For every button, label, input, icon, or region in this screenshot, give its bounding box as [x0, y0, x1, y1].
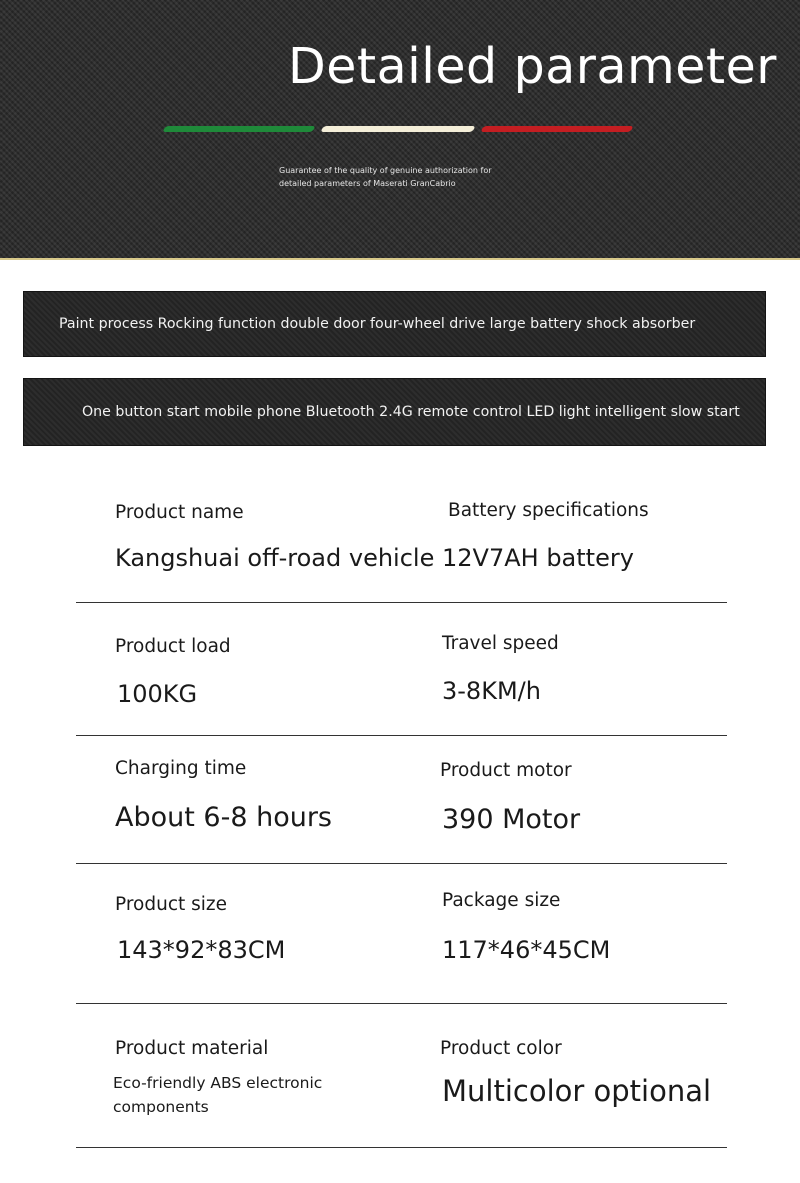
spec-row [76, 470, 727, 603]
green-stripe [162, 126, 315, 132]
spec-label-material: Product material [115, 1038, 269, 1059]
spec-value-charging: About 6-8 hours [115, 802, 333, 833]
spec-value-package: 117*46*45CM [442, 936, 611, 964]
feature-box-2 [23, 378, 766, 446]
feature-box-1 [23, 291, 766, 357]
spec-value-load: 100KG [117, 680, 198, 708]
spec-label-size: Product size [115, 894, 227, 915]
spec-label-battery: Battery specifications [448, 500, 649, 521]
feature-text-1: Paint process Rocking function double door four-wheel drive large battery shock absorber [59, 316, 696, 332]
spec-value-product-name: Kangshuai off-road vehicle [115, 544, 435, 572]
spec-value-battery: 12V7AH battery [442, 544, 634, 572]
subtitle-line-2: detailed parameters of Maserati GranCabrio [279, 179, 456, 188]
spec-label-load: Product load [115, 636, 231, 657]
spec-row [76, 603, 727, 736]
spec-label-package: Package size [442, 890, 561, 911]
subtitle-line-1: Guarantee of the quality of genuine authorization for [279, 166, 492, 175]
spec-value-color: Multicolor optional [442, 1074, 712, 1108]
spec-table [76, 470, 727, 1148]
red-stripe [480, 126, 633, 132]
spec-row [76, 736, 727, 864]
spec-label-product-name: Product name [115, 502, 244, 523]
header-banner [0, 0, 800, 260]
white-stripe [320, 126, 475, 132]
page-title: Detailed parameter [288, 38, 777, 95]
spec-label-motor: Product motor [440, 760, 572, 781]
spec-value-speed: 3-8KM/h [442, 677, 541, 705]
feature-text-2: One button start mobile phone Bluetooth 2.4G remote control LED light intelligent slow start [82, 404, 740, 420]
spec-value-size: 143*92*83CM [117, 936, 286, 964]
spec-value-material: Eco-friendly ABS electronic components [113, 1074, 323, 1116]
spec-label-charging: Charging time [115, 758, 247, 779]
header-subtitle [279, 164, 539, 190]
spec-label-speed: Travel speed [442, 633, 559, 654]
spec-row [76, 864, 727, 1004]
spec-row [76, 1004, 727, 1148]
spec-value-motor: 390 Motor [442, 804, 581, 835]
spec-label-color: Product color [440, 1038, 562, 1059]
